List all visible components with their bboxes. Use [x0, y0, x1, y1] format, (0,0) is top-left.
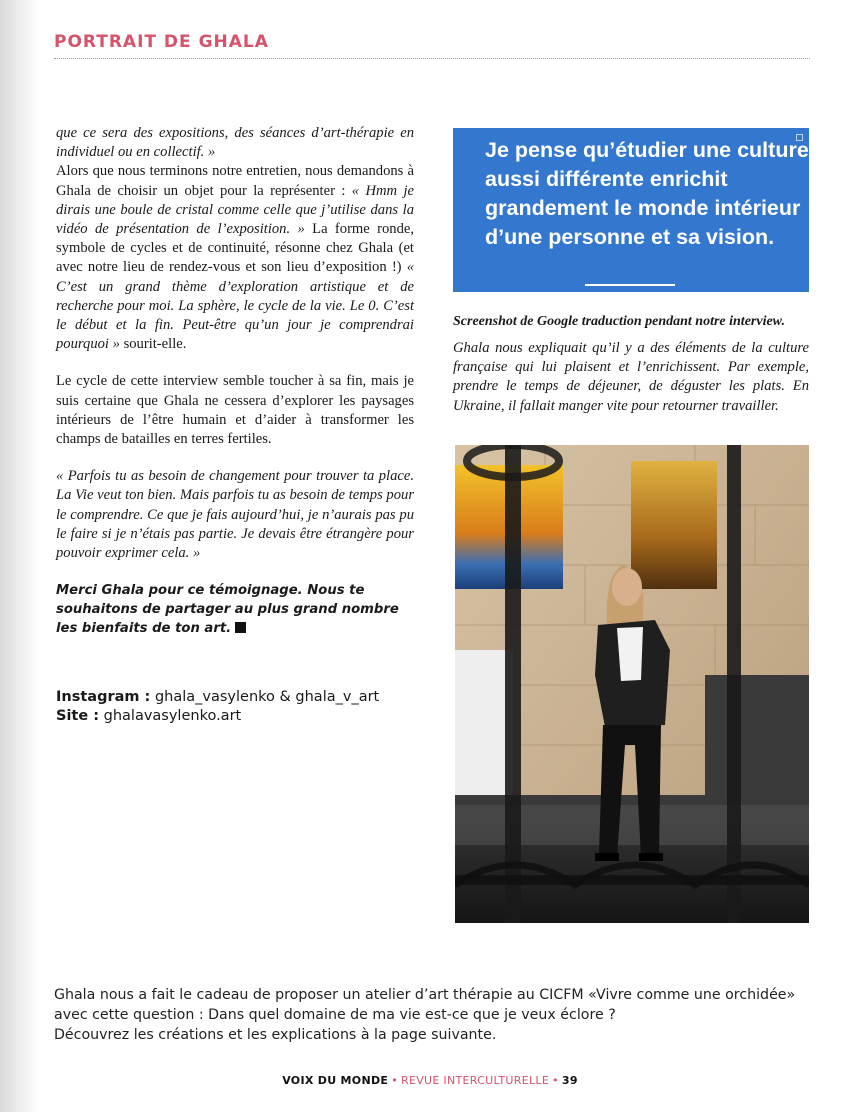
text-run: Alors que nous terminons notre entretien, nous demandons à Ghala de choisir un objet pour la représenter : — [56, 163, 414, 199]
paragraph-final-quote: « Parfois tu as besoin de changement pour trouver ta place. La Vie veut ton bien. Mais parfois tu as besoin de temps pour le comprendre. Ce que je fais aujourd’hui, je n’aurais pas pu le faire si je n’étais pas partie. Je devais être étrangère pour pouvoir exprimer cela. » — [56, 468, 414, 562]
paragraph-quote-end: que ce sera des expositions, des séances d’art-thérapie en individuel ou en collectif. » — [56, 125, 414, 161]
site-url[interactable]: ghalavasylenko.art — [99, 708, 242, 724]
translation-underline — [585, 284, 675, 286]
page-number: 39 — [561, 1074, 578, 1087]
footer-separator: • — [391, 1074, 398, 1087]
magazine-name: VOIX DU MONDE — [282, 1074, 389, 1087]
section-name: REVUE INTERCULTURELLE — [401, 1074, 550, 1087]
right-column — [453, 128, 809, 416]
quote-run: « C’est un grand thème d’exploration artistique et de recherche pour moi. La sphère, le cycle de la vie. Le 0. C’est le début et la fin. Peut-être qu’un jour je comprendrai pourquoi » — [56, 259, 414, 353]
expand-icon — [796, 134, 803, 141]
portrait-photo — [455, 445, 809, 923]
quote-run: « Hmm je dirais une boule de cristal comme celle que j’utilise dans la vidéo de présentation de l’exposition. » — [56, 182, 414, 238]
instagram-line — [56, 688, 436, 707]
next-page-text: Découvrez les créations et les explications à la page suivante. — [54, 1027, 497, 1043]
portrait-photo-illustration — [455, 445, 809, 923]
paragraph-object — [56, 162, 414, 354]
thanks-text: Merci Ghala pour ce témoignage. Nous te souhaitons de partager au plus grand nombre les bienfaits de ton art. — [56, 583, 399, 637]
instagram-handles[interactable]: ghala_vasylenko & ghala_v_art — [150, 689, 380, 705]
screenshot-caption: Screenshot de Google traduction pendant notre interview. — [453, 314, 785, 329]
page-header — [54, 32, 810, 59]
end-mark-icon — [235, 622, 246, 633]
text-run: La forme ronde, symbole de cycles et de continuité, résonne chez Ghala (et avec notre lieu de rendez-vous et son lieu d’exposition !) — [56, 221, 415, 276]
site-label: Site : — [56, 708, 100, 724]
thanks-paragraph — [56, 581, 414, 638]
contact-links — [56, 688, 436, 726]
page-footer — [0, 1074, 860, 1087]
workshop-text: Ghala nous a fait le cadeau de proposer un atelier d’art thérapie au CICFM «Vivre comme une orchidée» avec cette question : Dans quel domaine de ma vie est-ce que je veux éclore ? — [54, 987, 796, 1023]
left-column — [56, 124, 414, 638]
footer-separator: • — [552, 1074, 559, 1087]
paragraph-conclusion: Le cycle de cette interview semble toucher à sa fin, mais je suis certaine que Ghala ne cessera d’explorer les paysages intérieurs de l’être humain et d’aider à transformer les champs de batailles en terres fertiles. — [56, 373, 414, 448]
site-line — [56, 707, 436, 726]
page-gutter-shadow — [0, 0, 40, 1112]
text-run: sourit-elle. — [119, 336, 187, 353]
translation-text: Je pense qu’étudier une culture aussi différente enrichit grandement le monde intérieur d’une personne et sa vision. — [485, 138, 809, 249]
section-title: PORTRAIT DE GHALA — [54, 32, 269, 52]
instagram-label: Instagram : — [56, 689, 151, 705]
bottom-intro — [54, 985, 814, 1045]
translation-screenshot — [453, 128, 809, 292]
caption-paragraph: Ghala nous expliquait qu’il y a des éléments de la culture française qui lui plaisent et l’enrichissent. Par exemple, prendre le temps de déjeuner, de déguster les plats. En Ukraine, il fallait manger vite pour retourner travailler. — [453, 340, 809, 414]
